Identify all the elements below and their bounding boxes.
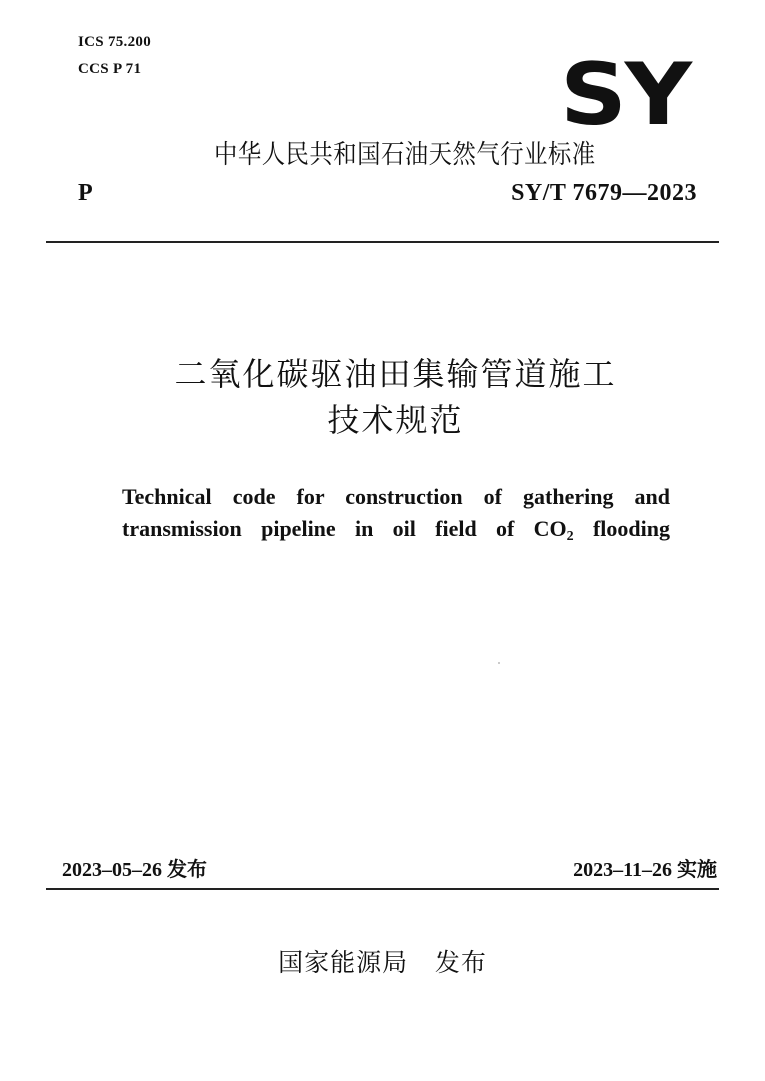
scan-speck: [498, 662, 500, 664]
publish-label: 发布: [434, 948, 487, 977]
bottom-divider: [46, 888, 719, 890]
standard-type: 中华人民共和国石油天然气行业标准: [214, 140, 596, 170]
sy-logo: SY: [560, 45, 690, 145]
implement-date: 2023–11–26: [573, 859, 672, 881]
implement-label: 实施: [677, 857, 717, 881]
issue-label: 发布: [167, 857, 207, 881]
implement-date-line: [573, 853, 717, 882]
co2-subscript: 2: [566, 529, 574, 544]
title-en-line2-prefix: transmission pipeline in oil field of CO: [122, 516, 567, 541]
top-divider: [46, 241, 719, 243]
title-cn-line2: 技术规范: [327, 401, 464, 439]
title-en-line1: Technical code for construction of gathering and: [122, 484, 670, 509]
issue-date-line: [62, 853, 207, 882]
category-letter: P: [78, 180, 93, 206]
title-en-line2-suffix: flooding: [573, 516, 670, 541]
publisher-line: [0, 943, 765, 979]
title-cn-line1: 二氧化碳驱油田集输管道施工: [174, 355, 617, 393]
issue-date: 2023–05–26: [62, 859, 162, 881]
standard-code: SY/T 7679—2023: [511, 180, 697, 206]
ccs-code: CCS P 71: [78, 61, 142, 77]
ics-code: ICS 75.200: [78, 34, 152, 50]
title-en-line2: [122, 513, 670, 553]
publisher-name: 国家能源局: [278, 948, 409, 977]
